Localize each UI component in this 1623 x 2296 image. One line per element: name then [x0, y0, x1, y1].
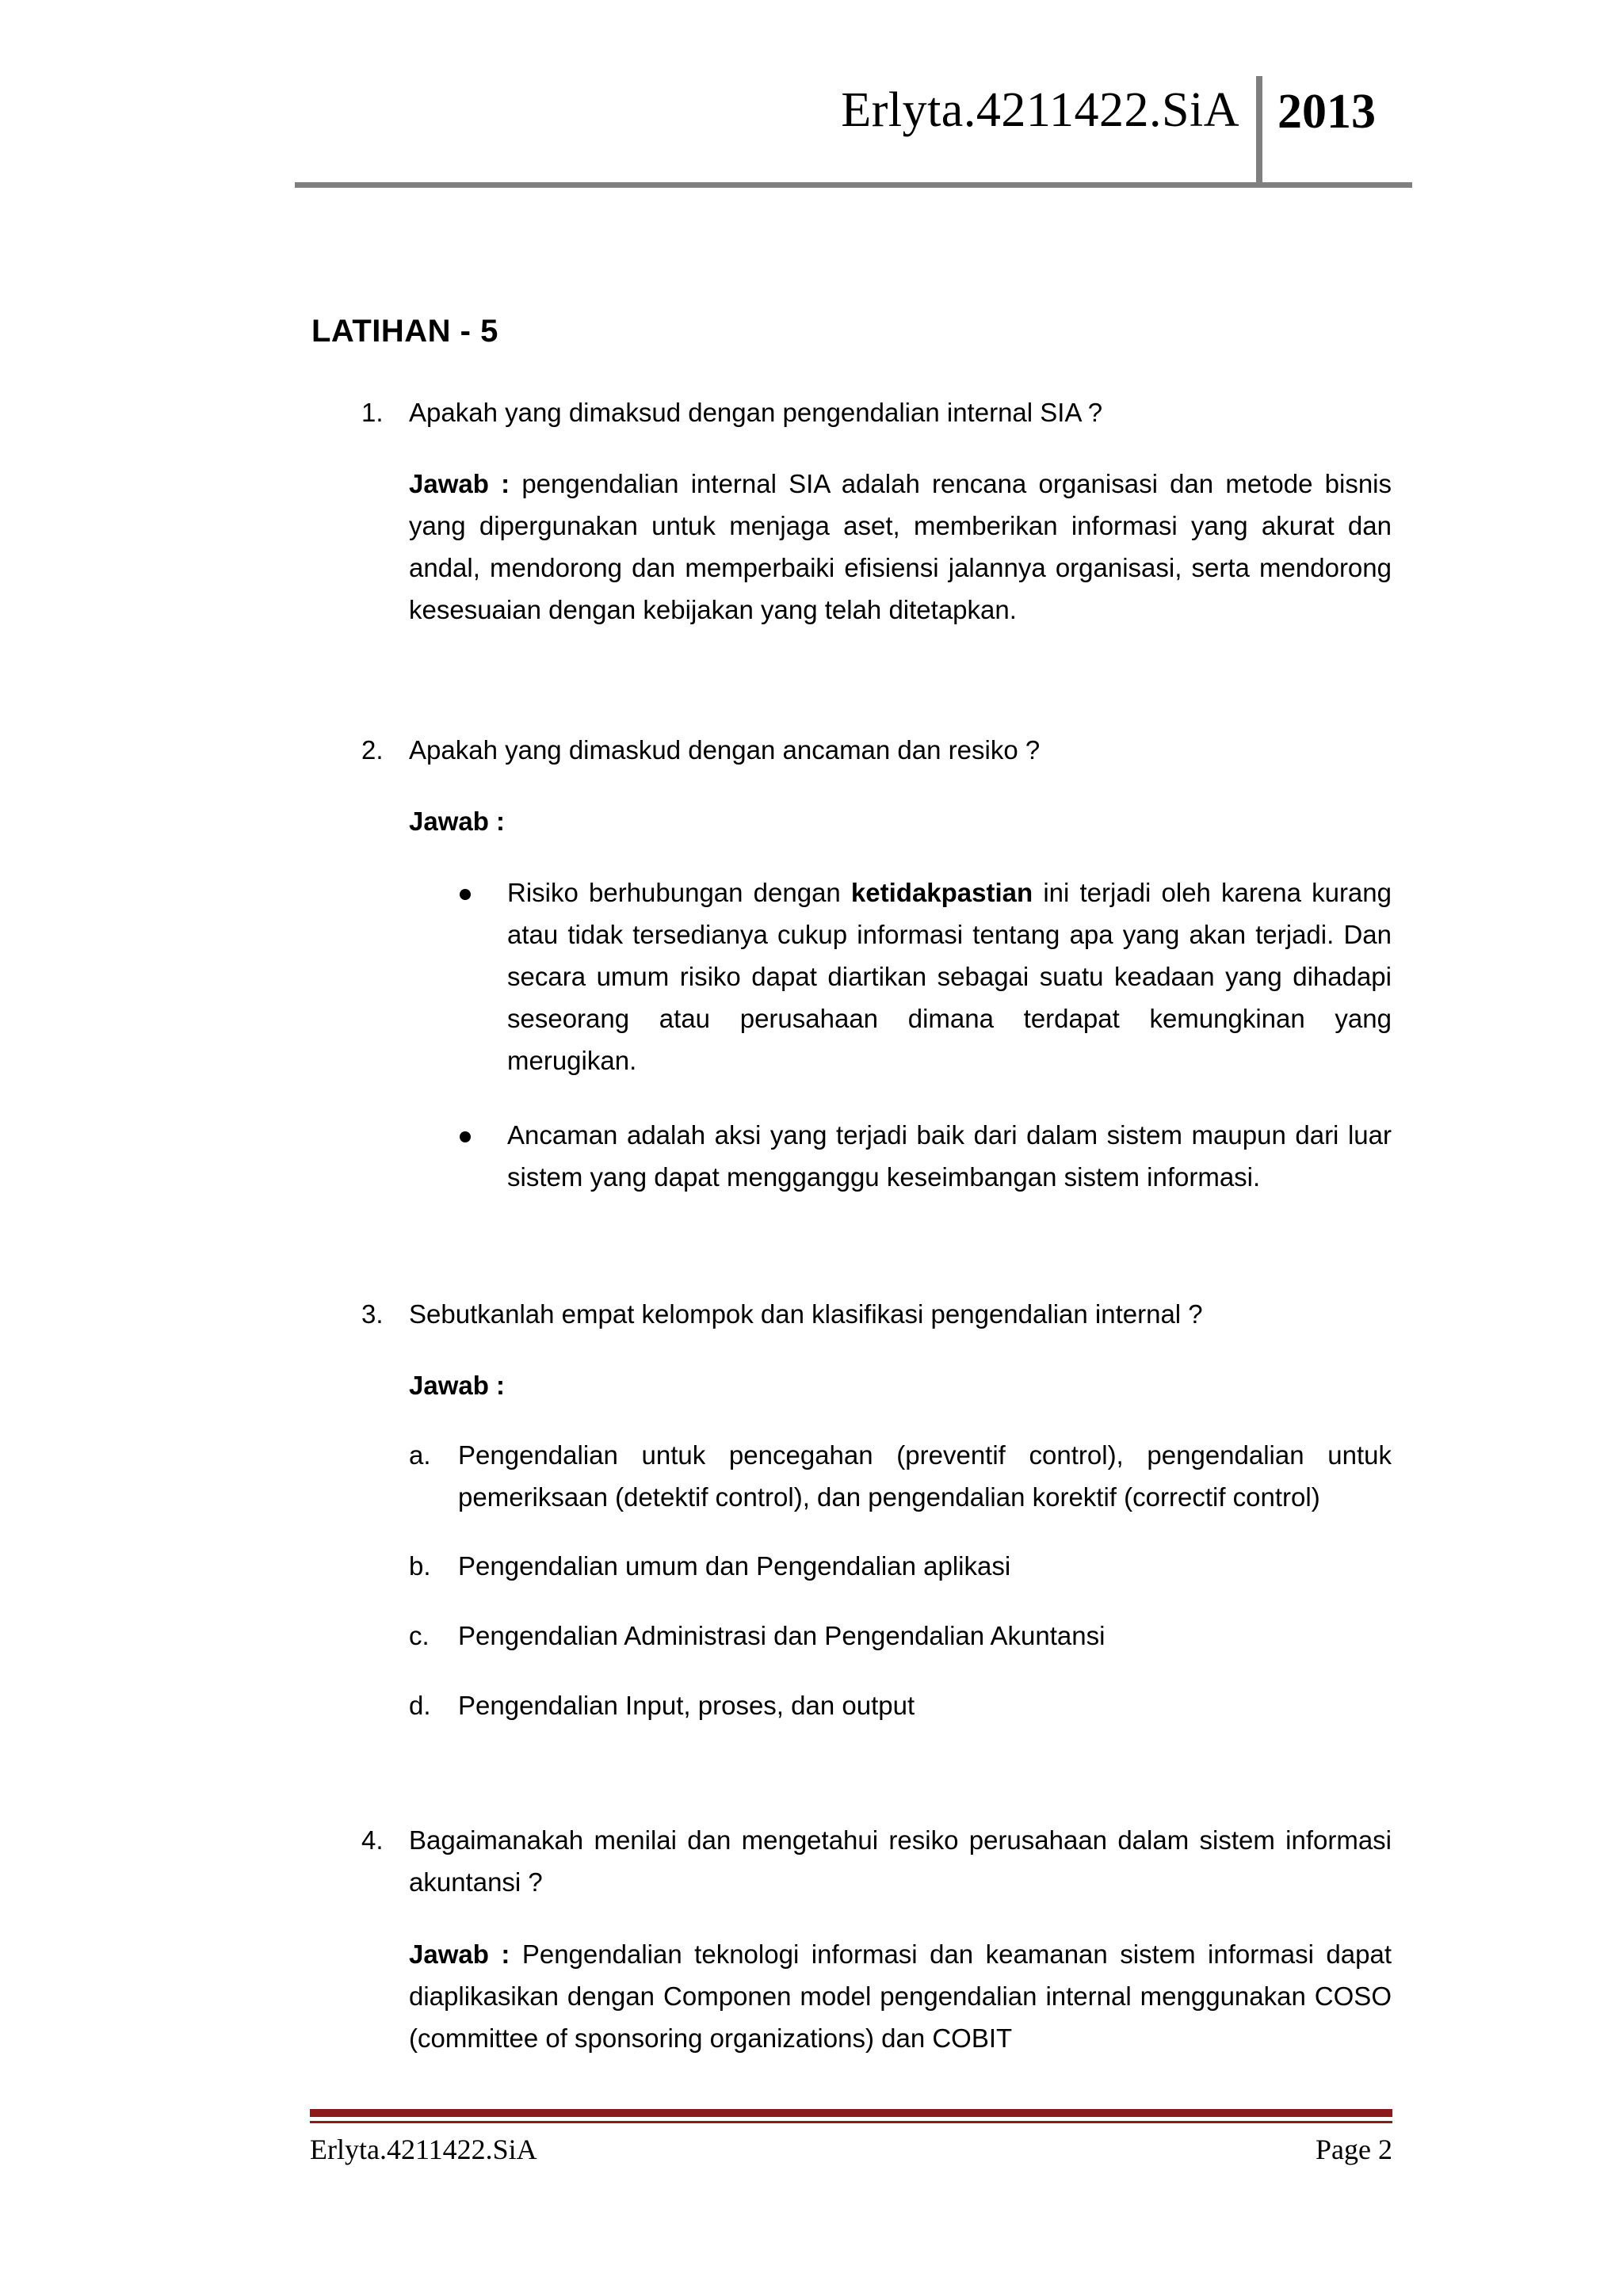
list-text: Pengendalian untuk pencegahan (preventif control), pengendalian untuk pemeriksaan (detektif control), dan pengendalian korektif (correctif control) — [458, 1440, 1392, 1512]
list-text: Pengendalian Administrasi dan Pengendalian Akuntansi — [458, 1621, 1106, 1650]
question-number: 2. — [361, 735, 384, 765]
answer-3-label — [409, 1364, 1392, 1406]
question-number: 1. — [361, 398, 384, 427]
header-author-id: Erlyta.4211422.SiA — [841, 83, 1239, 137]
bullet-dot-icon — [460, 1131, 471, 1142]
answer-2-label — [409, 800, 1392, 842]
bullet-text: Ancaman adalah aksi yang terjadi baik dari dalam sistem maupun dari luar sistem yang dapat mengganggu keseimbangan sistem informasi. — [507, 1120, 1392, 1192]
bullet-text: Risiko berhubungan dengan ketidakpastian ini terjadi oleh karena kurang atau tidak tersedianya cukup informasi tentang apa yang akan terjadi. Dan secara umum risiko dapat diartikan sebagai suatu keadaan yang dihadapi seseorang atau perusahaan dimana terdapat kemungkinan yang merugikan. — [507, 878, 1392, 1075]
bullet-emphasis: ketidakpastian — [850, 878, 1033, 907]
list-letter: d. — [409, 1691, 431, 1720]
answer-label: Jawab : — [409, 469, 510, 498]
answer-text: Pengendalian teknologi informasi dan keamanan sistem informasi dapat diaplikasikan dengan Componen model pengendalian internal menggunakan COSO (committee of sponsoring organizations) dan COBIT — [409, 1939, 1392, 2053]
header-rule — [295, 182, 1412, 188]
answer-text: pengendalian internal SIA adalah rencana organisasi dan metode bisnis yang dipergunakan untuk menjaga aset, memberikan informasi yang akurat dan andal, mendorong dan memperbaiki efisiensi jalannya organisasi, serta mendorong kesesuaian dengan kebijakan yang telah ditetapkan. — [409, 469, 1392, 624]
answer-label: Jawab : — [409, 1371, 506, 1400]
footer-rule-thick — [310, 2109, 1392, 2117]
list-letter: c. — [409, 1621, 430, 1650]
answer-1 — [409, 463, 1392, 631]
header-divider-vertical — [1256, 76, 1262, 187]
question-text: Apakah yang dimaskud dengan ancaman dan resiko ? — [409, 735, 1041, 765]
answer-label: Jawab : — [409, 807, 506, 836]
answer-4 — [409, 1933, 1392, 2059]
list-letter: b. — [409, 1551, 431, 1581]
footer-rule-thin — [310, 2121, 1392, 2123]
bullet-dot-icon — [460, 889, 471, 900]
question-text: Apakah yang dimaksud dengan pengendalian internal SIA ? — [409, 398, 1103, 427]
question-text: Bagaimanakah menilai dan mengetahui resiko perusahaan dalam sistem informasi akuntansi ? — [409, 1825, 1392, 1897]
list-text: Pengendalian umum dan Pengendalian aplikasi — [458, 1551, 1011, 1581]
list-text: Pengendalian Input, proses, dan output — [458, 1691, 915, 1720]
footer-page-number: Page 2 — [1316, 2134, 1392, 2165]
footer-author-id: Erlyta.4211422.SiA — [310, 2134, 537, 2165]
question-text: Sebutkanlah empat kelompok dan klasifikasi pengendalian internal ? — [409, 1299, 1203, 1329]
question-number: 3. — [361, 1299, 384, 1329]
list-letter: a. — [409, 1440, 431, 1470]
header-year: 2013 — [1277, 85, 1376, 139]
section-title: LATIHAN - 5 — [311, 314, 498, 349]
answer-label: Jawab : — [409, 1939, 510, 1969]
question-number: 4. — [361, 1825, 384, 1855]
